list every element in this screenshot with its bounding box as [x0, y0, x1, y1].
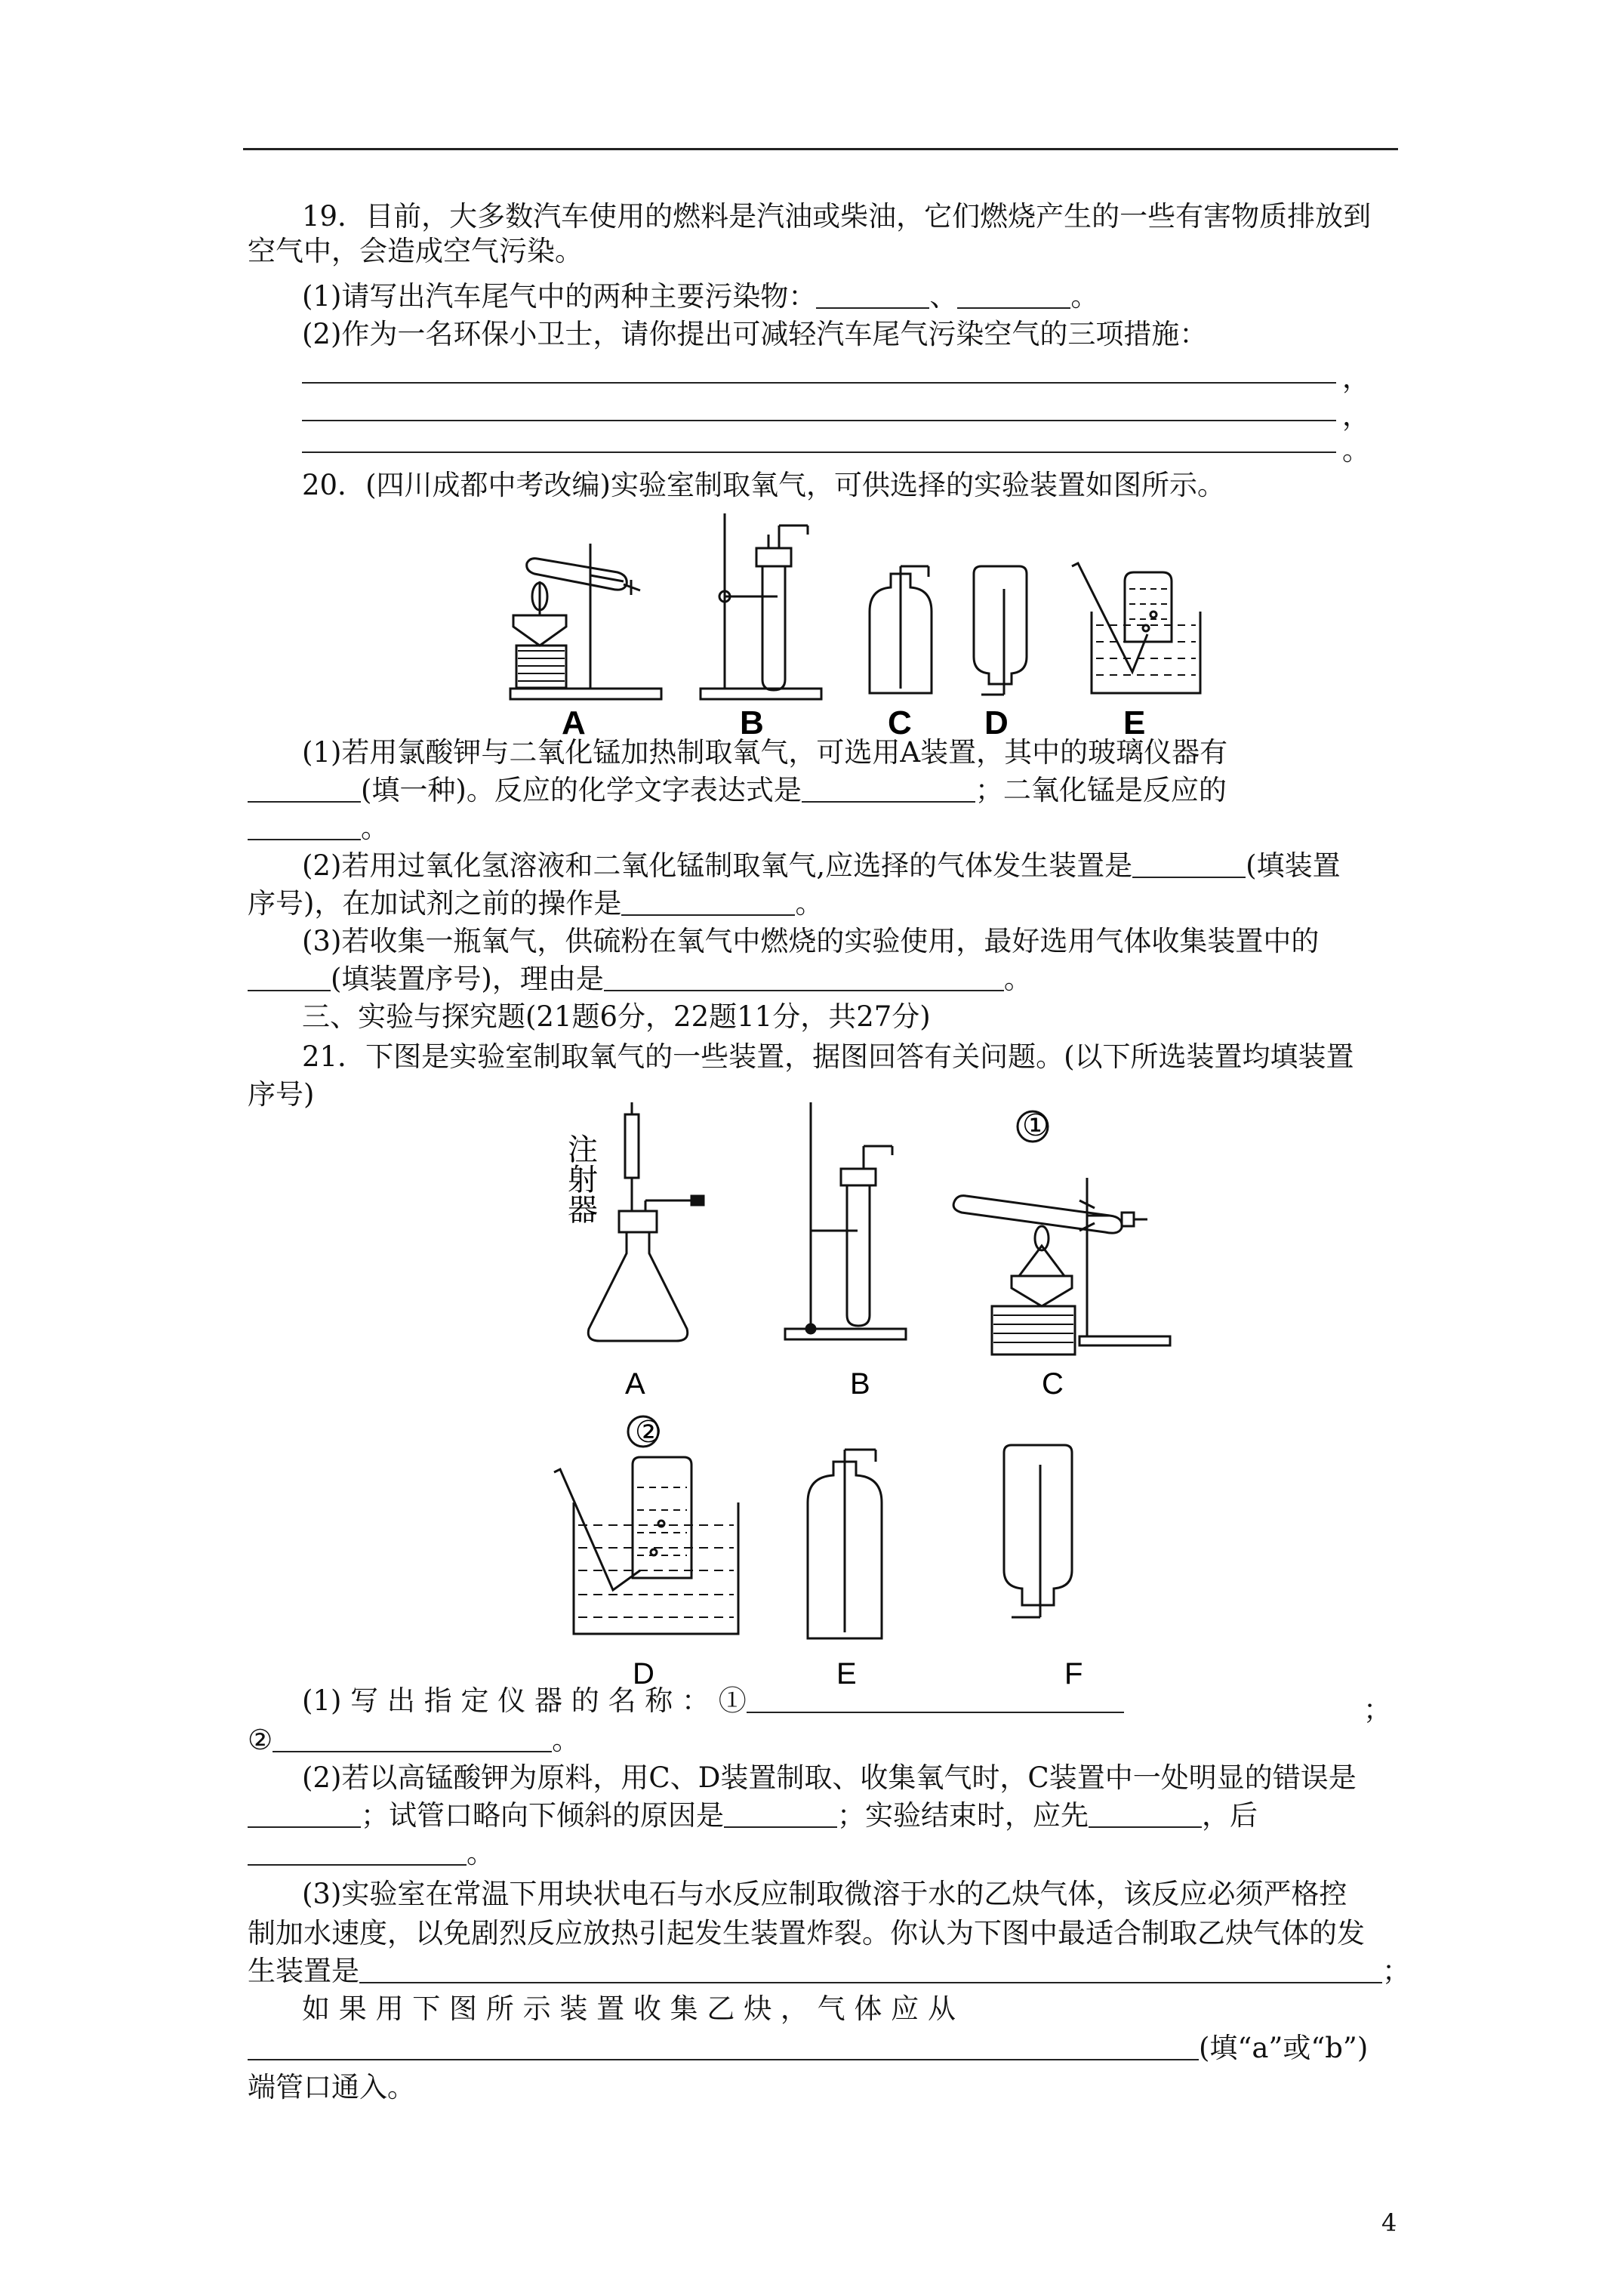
- q20-operation-blank[interactable]: [621, 887, 795, 916]
- q21-part1-semicolon: ；: [1363, 1693, 1391, 1726]
- q20-part2-line1: (2)若用过氧化氢溶液和二氧化锰制取氧气,应选择的气体发生装置是 (填装置: [302, 849, 1341, 882]
- q21-reason-blank[interactable]: [724, 1799, 837, 1828]
- q19-comma-1: ，: [1342, 362, 1370, 394]
- q20-part3-line1: (3)若收集一瓶氧气，供硫粉在氧气中燃烧的实验使用，最好选用气体收集装置中的: [302, 925, 1320, 957]
- q20-label-c: C: [888, 704, 912, 741]
- q19-answer-blank-2[interactable]: [957, 280, 1070, 309]
- q19-stem-line2: 空气中，会造成空气污染。: [248, 235, 583, 267]
- q20-label-d: D: [984, 704, 1009, 741]
- q21-apparatus-a: [588, 1102, 704, 1341]
- q20-role-blank[interactable]: [248, 812, 361, 840]
- q20-label-a: A: [562, 704, 586, 741]
- q21-part3-line4: 如 果 用 下 图 所 示 装 置 收 集 乙 炔 ， 气 体 应 从: [302, 1992, 956, 2025]
- q20-apparatus-d: [974, 566, 1027, 695]
- q19-period: 。: [1342, 434, 1370, 467]
- q21-label-d: D: [633, 1657, 654, 1690]
- q20-apparatus-figure: [483, 491, 1208, 740]
- q20-apparatus-b: [701, 513, 821, 699]
- q20-generator-blank[interactable]: [1132, 849, 1246, 878]
- header-rule: [243, 148, 1398, 150]
- q19-part1: (1)请写出汽车尾气中的两种主要污染物： 、 。: [302, 280, 1099, 313]
- q20-glass-blank[interactable]: [248, 774, 361, 803]
- q21-part3-line5: (填“a”或“b”): [248, 2029, 1368, 2067]
- q21-syringe-char-1: 注: [568, 1133, 598, 1166]
- q21-error-blank[interactable]: [248, 1799, 361, 1828]
- section-3-heading: 三、实验与探究题(21题6分，22题11分，共27分): [302, 1000, 931, 1033]
- q19-part2: (2)作为一名环保小卫士，请你提出可减轻汽车尾气污染空气的三项措施：: [302, 318, 1208, 350]
- q21-stem-line1: 21．下图是实验室制取氧气的一些装置，据图回答有关问题。(以下所选装置均填装置: [302, 1040, 1354, 1073]
- q19-measure-blank-2[interactable]: [302, 420, 1336, 421]
- q20-apparatus-a: [510, 544, 661, 699]
- q21-generator-blank[interactable]: [359, 1955, 1382, 1983]
- q21-apparatus-d: [554, 1416, 738, 1634]
- q21-mark-2: ②: [635, 1416, 662, 1449]
- q21-syringe-char-3: 器: [568, 1194, 598, 1227]
- q21-label-e: E: [836, 1657, 857, 1690]
- q21-part1-line2: ② 。: [248, 1724, 581, 1756]
- q19-measure-blank-3[interactable]: [302, 451, 1336, 453]
- q20-part1-line3: 。: [248, 809, 389, 847]
- q21-instrument-1-blank[interactable]: [747, 1684, 1124, 1713]
- q21-label-a: A: [625, 1367, 645, 1401]
- q21-label-b: B: [850, 1367, 870, 1401]
- q21-part2-line1: (2)若以高锰酸钾为原料，用C、D装置制取、收集氧气时，C装置中一处明显的错误是: [302, 1761, 1357, 1794]
- q21-apparatus-e: [808, 1450, 882, 1638]
- q20-label-e: E: [1123, 704, 1146, 741]
- q19-comma-2: ，: [1342, 399, 1370, 432]
- page-number: 4: [1381, 2208, 1397, 2237]
- q20-reason-blank[interactable]: [604, 963, 1004, 991]
- q20-stem: 20．(四川成都中考改编)实验室制取氧气，可供选择的实验装置如图所示。: [302, 469, 1225, 501]
- q21-first-step-blank[interactable]: [1089, 1799, 1202, 1828]
- q21-apparatus-top-figure: [559, 1102, 1178, 1404]
- q20-equation-blank[interactable]: [802, 774, 975, 803]
- q20-part1-line1: (1)若用氯酸钾与二氧化锰加热制取氧气，可选用A装置，其中的玻璃仪器有: [302, 736, 1228, 769]
- q20-apparatus-c: [870, 566, 932, 693]
- q21-part3-line6: 端管口通入。: [248, 2071, 415, 2103]
- q21-part1-line1: (1) 写 出 指 定 仪 器 的 名 称 ： ①: [302, 1682, 1124, 1720]
- q20-part1-line2: (填一种)。反应的化学文字表达式是 ；二氧化锰是反应的: [248, 772, 1227, 809]
- q21-part3-line3: 生装置是 ；: [248, 1955, 1410, 1987]
- q20-part3-line2: (填装置序号)，理由是 。: [248, 960, 1032, 998]
- q21-apparatus-bottom-figure: [544, 1416, 1147, 1691]
- q21-part3-line2: 制加水速度，以免剧烈反应放热引起发生装置炸裂。你认为下图中最适合制取乙炔气体的发: [248, 1917, 1365, 1949]
- q21-apparatus-f: [1004, 1445, 1072, 1617]
- q21-stem-line2: 序号): [248, 1078, 315, 1111]
- q21-second-step-blank[interactable]: [248, 1837, 467, 1866]
- q20-part2-line2: 序号)，在加试剂之前的操作是 。: [248, 887, 824, 920]
- q21-part2-line3: 。: [248, 1835, 494, 1872]
- q19-stem-line1: 19．目前，大多数汽车使用的燃料是汽油或柴油，它们燃烧产生的一些有害物质排放到: [302, 200, 1372, 233]
- q21-apparatus-b: [785, 1102, 906, 1339]
- q21-mark-1: ①: [1022, 1109, 1049, 1142]
- q21-part2-line2: ；试管口略向下倾斜的原因是 ；实验结束时，应先 ，后: [248, 1797, 1258, 1835]
- q21-label-f: F: [1064, 1657, 1083, 1690]
- q20-label-b: B: [740, 704, 764, 741]
- q21-inlet-blank[interactable]: [248, 2032, 1199, 2060]
- q20-apparatus-e: [1072, 563, 1200, 693]
- q19-answer-blank-1[interactable]: [816, 280, 929, 309]
- q20-collector-blank[interactable]: [248, 963, 331, 991]
- q21-part3-line1: (3)实验室在常温下用块状电石与水反应制取微溶于水的乙炔气体，该反应必须严格控: [302, 1878, 1347, 1910]
- q21-apparatus-c: [953, 1111, 1170, 1354]
- q19-measure-blank-1[interactable]: [302, 382, 1336, 384]
- q21-instrument-2-blank[interactable]: [273, 1724, 552, 1752]
- q21-syringe-char-2: 射: [568, 1163, 598, 1197]
- q21-label-c: C: [1042, 1367, 1064, 1401]
